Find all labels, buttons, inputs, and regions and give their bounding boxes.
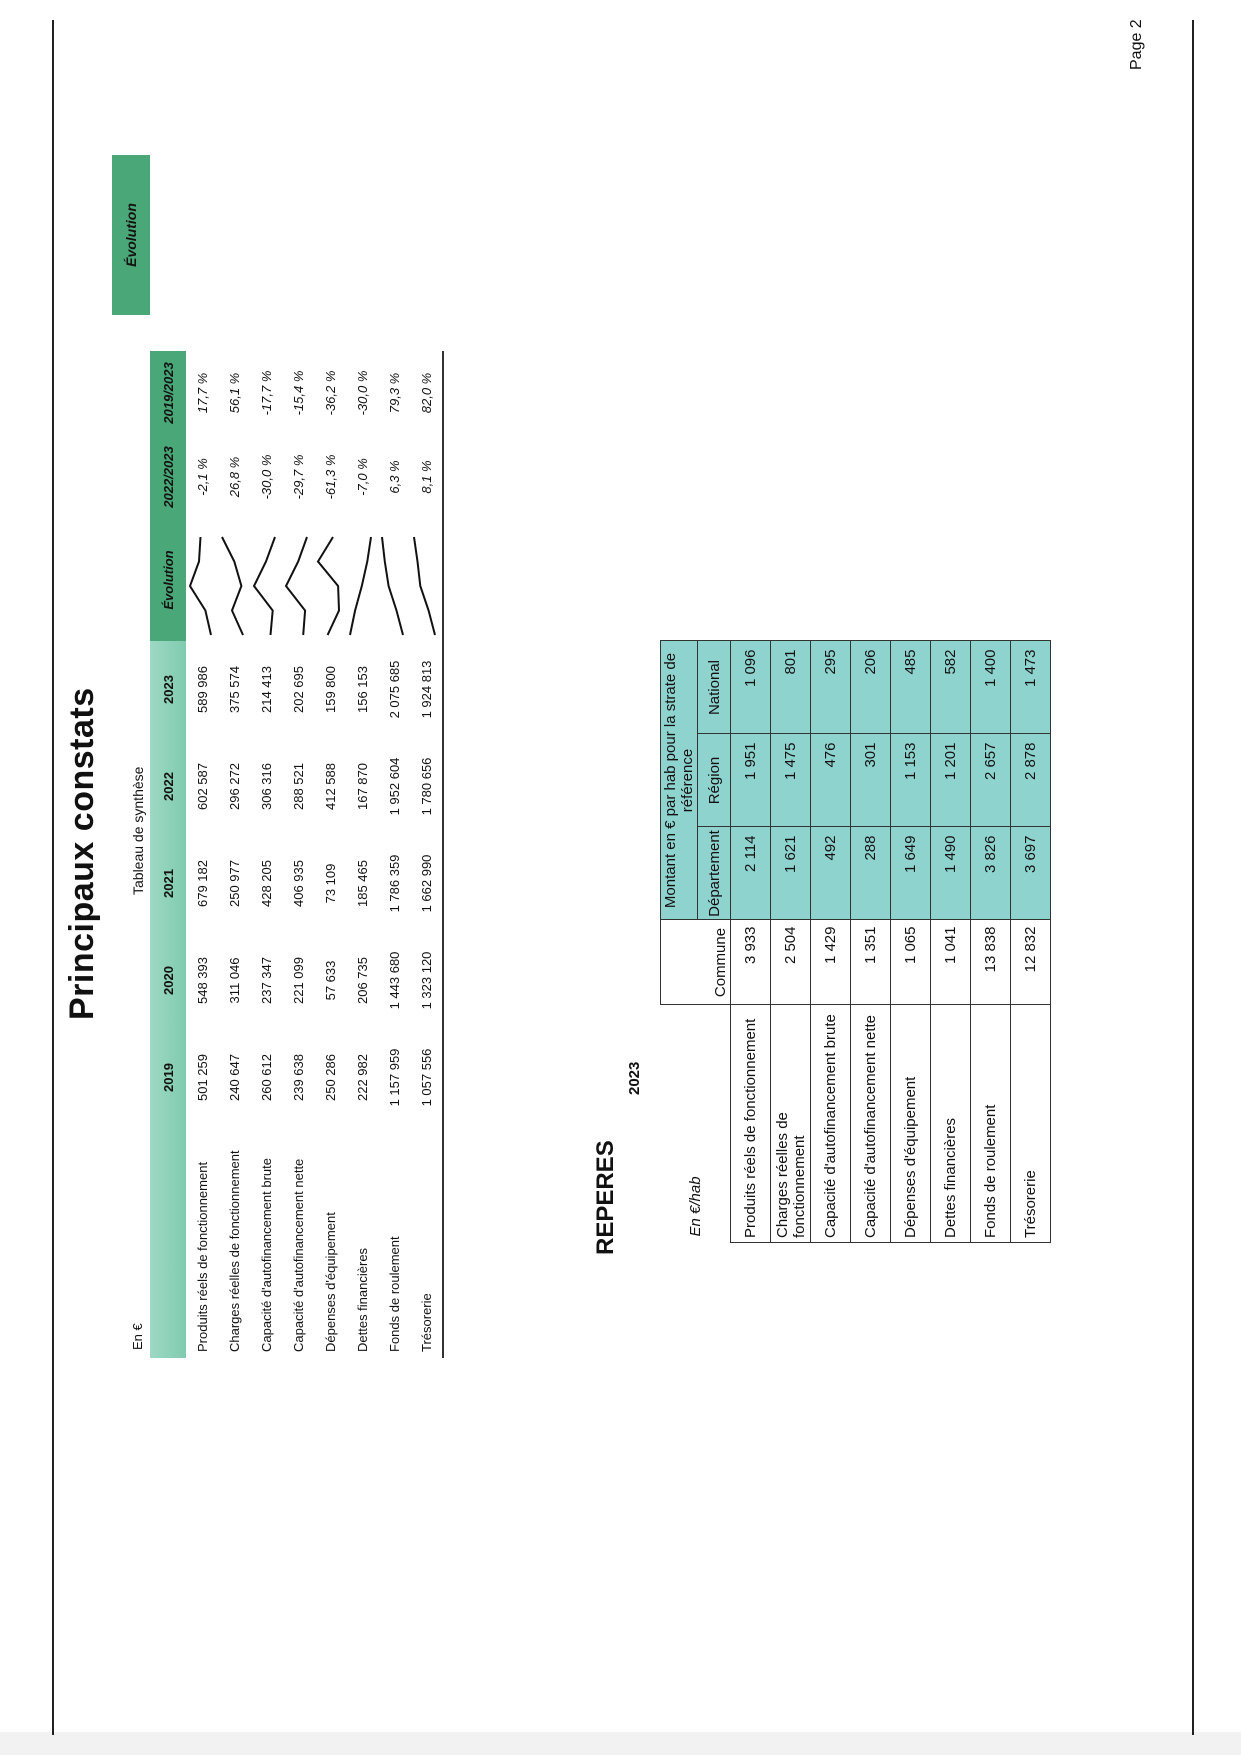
header-year: 2021 — [150, 835, 186, 932]
row-label: Dettes financières — [354, 1247, 370, 1352]
header-sparkline: Évolution — [150, 519, 186, 641]
sparkline-cell — [410, 519, 443, 641]
strate-value: 1 096 — [731, 641, 771, 734]
reperes-row — [851, 641, 891, 1243]
pct-2022-2023: 26,8 % — [226, 456, 242, 498]
sparkline-cell — [314, 519, 346, 641]
commune-value: 1 065 — [891, 920, 931, 1005]
pct-2022-2023: -61,3 % — [322, 454, 338, 500]
row-value: 214 413 — [258, 666, 274, 713]
row-value: 1 662 990 — [410, 835, 443, 932]
reperes-header-row — [661, 641, 698, 1243]
row-value: 406 935 — [290, 860, 306, 907]
reperes-row — [731, 641, 771, 1243]
row-value: 1 057 556 — [410, 1029, 443, 1126]
pct-2022-2023: 8,1 % — [410, 435, 443, 519]
strate-value: 1 649 — [891, 827, 931, 920]
synthese-row — [314, 351, 346, 1358]
row-value: 1 443 680 — [386, 951, 402, 1010]
row-value: 156 153 — [354, 666, 370, 713]
sparkline — [314, 531, 343, 641]
row-value: 1 157 959 — [386, 1048, 402, 1107]
sparkline — [282, 531, 311, 641]
synthese-row — [282, 351, 314, 1358]
row-value: 501 259 — [194, 1054, 210, 1101]
reperes-title: REPERES — [592, 1140, 619, 1255]
row-value: 57 633 — [322, 960, 338, 1001]
sparkline-path — [286, 537, 307, 635]
row-value: 296 272 — [226, 763, 242, 810]
sparkline-path — [190, 537, 211, 635]
strate-value: 2 657 — [971, 734, 1011, 827]
page-number: Page 2 — [1128, 19, 1145, 70]
synthese-table — [150, 351, 444, 1358]
pct-2019-2023: -15,4 % — [290, 370, 306, 416]
commune-value: 1 351 — [851, 920, 891, 1005]
row-value: 2 075 685 — [386, 660, 402, 719]
reperes-row — [811, 641, 851, 1243]
sparkline — [186, 531, 215, 641]
row-value: 73 109 — [322, 863, 338, 904]
row-value: 1 323 120 — [410, 932, 443, 1029]
pct-2019-2023: 79,3 % — [386, 372, 402, 414]
row-value: 1 952 604 — [386, 757, 402, 816]
reperes-row — [971, 641, 1011, 1243]
row-label: Trésorerie — [410, 1126, 443, 1358]
row-label: Fonds de roulement — [386, 1236, 402, 1352]
commune-value: 13 838 — [971, 920, 1011, 1005]
commune-value: 1 429 — [811, 920, 851, 1005]
strate-value: 301 — [851, 734, 891, 827]
row-value: 206 735 — [354, 957, 370, 1004]
header-strate: Montant en € par hab pour la strate de référence — [661, 641, 698, 920]
synthese-header-row — [150, 351, 186, 1358]
sparkline-path — [382, 537, 403, 635]
header-year: 2022 — [150, 738, 186, 835]
strate-value: 801 — [771, 641, 811, 734]
strate-value: 3 697 — [1011, 827, 1051, 920]
row-value: 159 800 — [322, 666, 338, 713]
reperes-row-label: Capacité d'autofinancement brute — [811, 1005, 851, 1243]
reperes-row — [891, 641, 931, 1243]
header-year: 2019 — [150, 1029, 186, 1126]
row-value: 679 182 — [194, 860, 210, 907]
top-rule — [1192, 20, 1194, 1735]
header-year: 2020 — [150, 932, 186, 1029]
sparkline — [410, 531, 439, 641]
pct-2019-2023: 17,7 % — [194, 372, 210, 414]
sparkline-path — [222, 537, 243, 635]
evolution-group-header: Évolution — [112, 155, 150, 315]
synthese-unit: En € — [130, 1323, 145, 1350]
reperes-row-label: Charges réelles de fonctionnement — [771, 1005, 811, 1243]
row-value: 1 924 813 — [410, 641, 443, 738]
row-value: 288 521 — [290, 763, 306, 810]
row-label: Charges réelles de fonctionnement — [226, 1150, 242, 1352]
header-national: National — [698, 641, 731, 734]
reperes-row-label: Trésorerie — [1011, 1005, 1051, 1243]
row-value: 202 695 — [290, 666, 306, 713]
sparkline-cell — [378, 519, 410, 641]
sparkline-path — [414, 537, 435, 635]
sparkline-cell — [186, 519, 218, 641]
strate-value: 1 475 — [771, 734, 811, 827]
reperes-row — [931, 641, 971, 1243]
sparkline-path — [318, 537, 339, 635]
commune-value: 2 504 — [771, 920, 811, 1005]
reperes-row-label: Fonds de roulement — [971, 1005, 1011, 1243]
bottom-rule — [52, 20, 54, 1735]
pct-2019-2023: -30,0 % — [354, 370, 370, 416]
reperes-row — [1011, 641, 1051, 1243]
header-label — [150, 1126, 186, 1358]
commune-value: 1 041 — [931, 920, 971, 1005]
synthese-caption: Tableau de synthèse — [130, 766, 146, 895]
page-title: Principaux constats — [63, 687, 101, 1020]
strate-value: 2 114 — [731, 827, 771, 920]
strate-value: 1 473 — [1011, 641, 1051, 734]
reperes-row-label: Dettes financières — [931, 1005, 971, 1243]
strate-value: 1 153 — [891, 734, 931, 827]
strate-value: 1 490 — [931, 827, 971, 920]
sparkline-cell — [250, 519, 282, 641]
pct-2022-2023: -29,7 % — [290, 454, 306, 500]
sparkline-cell — [346, 519, 378, 641]
commune-value: 12 832 — [1011, 920, 1051, 1005]
reperes-year: 2023 — [626, 1061, 643, 1095]
pct-2022-2023: -30,0 % — [258, 454, 274, 500]
row-value: 1 786 359 — [386, 854, 402, 913]
row-value: 428 205 — [258, 860, 274, 907]
strate-value: 1 201 — [931, 734, 971, 827]
synthese-row — [186, 351, 218, 1358]
commune-value: 3 933 — [731, 920, 771, 1005]
row-value: 222 982 — [354, 1054, 370, 1101]
pct-2019-2023: 82,0 % — [410, 351, 443, 435]
row-value: 167 870 — [354, 763, 370, 810]
strate-value: 206 — [851, 641, 891, 734]
pct-2019-2023: -36,2 % — [322, 370, 338, 416]
synthese-row — [346, 351, 378, 1358]
row-value: 260 612 — [258, 1054, 274, 1101]
sparkline-cell — [282, 519, 314, 641]
reperes-row-label: Capacité d'autofinancement nette — [851, 1005, 891, 1243]
pct-2019-2023: 56,1 % — [226, 372, 242, 414]
strate-value: 295 — [811, 641, 851, 734]
strate-value: 2 878 — [1011, 734, 1051, 827]
header-commune: Commune — [661, 920, 731, 1005]
pct-2022-2023: 6,3 % — [386, 460, 402, 494]
sparkline — [250, 531, 279, 641]
sparkline — [346, 531, 375, 641]
sparkline — [218, 531, 247, 641]
synthese-row — [378, 351, 410, 1358]
row-value: 548 393 — [194, 957, 210, 1004]
header-pct-2022-2023: 2022/2023 — [150, 435, 186, 519]
header-departement: Département — [698, 827, 731, 920]
strate-value: 3 826 — [971, 827, 1011, 920]
row-value: 237 347 — [258, 957, 274, 1004]
row-value: 221 099 — [290, 957, 306, 1004]
reperes-row — [771, 641, 811, 1243]
row-value: 412 588 — [322, 763, 338, 810]
strate-value: 1 951 — [731, 734, 771, 827]
strate-value: 476 — [811, 734, 851, 827]
reperes-table — [660, 641, 1051, 1244]
reperes-row-label: Dépenses d'équipement — [891, 1005, 931, 1243]
strate-value: 1 400 — [971, 641, 1011, 734]
row-value: 240 647 — [226, 1054, 242, 1101]
header-pct-2019-2023: 2019/2023 — [150, 351, 186, 435]
sparkline — [378, 531, 407, 641]
strate-value: 582 — [931, 641, 971, 734]
row-label: Produits réels de fonctionnement — [194, 1161, 210, 1352]
synthese-row — [250, 351, 282, 1358]
synthese-row — [410, 351, 443, 1358]
sparkline-cell — [218, 519, 250, 641]
row-value: 239 638 — [290, 1054, 306, 1101]
synthese-row — [218, 351, 250, 1358]
sparkline-path — [254, 537, 275, 635]
row-label: Dépenses d'équipement — [322, 1212, 338, 1352]
row-value: 375 574 — [226, 666, 242, 713]
row-value: 1 780 656 — [410, 738, 443, 835]
row-value: 311 046 — [226, 957, 242, 1004]
strate-value: 485 — [891, 641, 931, 734]
row-value: 602 587 — [194, 763, 210, 810]
pct-2022-2023: -2,1 % — [194, 458, 210, 496]
row-value: 306 316 — [258, 763, 274, 810]
row-value: 589 986 — [194, 666, 210, 713]
row-label: Capacité d'autofinancement nette — [290, 1158, 306, 1352]
header-region: Région — [698, 734, 731, 827]
row-label: Capacité d'autofinancement brute — [258, 1158, 274, 1352]
row-value: 250 977 — [226, 860, 242, 907]
header-year: 2023 — [150, 641, 186, 738]
strate-value: 1 621 — [771, 827, 811, 920]
reperes-unit: En €/hab — [686, 1176, 704, 1237]
reperes-row-label: Produits réels de fonctionnement — [731, 1005, 771, 1243]
strate-value: 492 — [811, 827, 851, 920]
sparkline-path — [350, 537, 371, 635]
pct-2022-2023: -7,0 % — [354, 458, 370, 496]
row-value: 185 465 — [354, 860, 370, 907]
pct-2019-2023: -17,7 % — [258, 370, 274, 416]
row-value: 250 286 — [322, 1054, 338, 1101]
strate-value: 288 — [851, 827, 891, 920]
